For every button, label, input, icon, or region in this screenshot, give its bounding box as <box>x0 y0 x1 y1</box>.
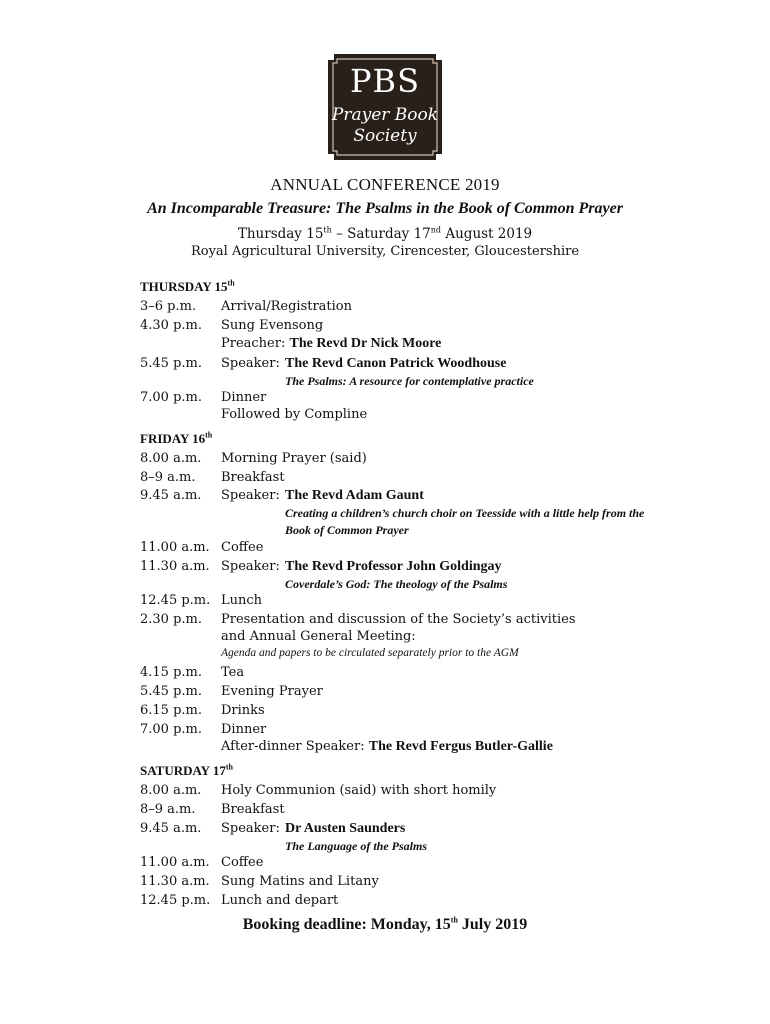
conference-venue: Royal Agricultural University, Cirencester, Gloucestershire <box>190 244 580 259</box>
prayer-book-society-logo <box>328 54 442 160</box>
day-heading-thursday: THURSDAY 15th <box>140 278 235 294</box>
logo-pbs-text: PBS <box>350 62 420 100</box>
logo-line-3: Society <box>353 126 417 146</box>
day-heading-saturday: SATURDAY 17th <box>140 762 233 778</box>
logo-line-2: Prayer Book <box>331 105 439 125</box>
conference-dates: Thursday 15th – Saturday 17nd August 2019 <box>237 225 533 242</box>
day-heading-friday: FRIDAY 16th <box>140 430 213 446</box>
conference-subtitle: An Incomparable Treasure: The Psalms in the Book of Common Prayer <box>147 200 623 217</box>
conference-title: ANNUAL CONFERENCE 2019 <box>270 175 500 194</box>
booking-deadline: Booking deadline: Monday, 15th July 2019 <box>242 915 528 933</box>
